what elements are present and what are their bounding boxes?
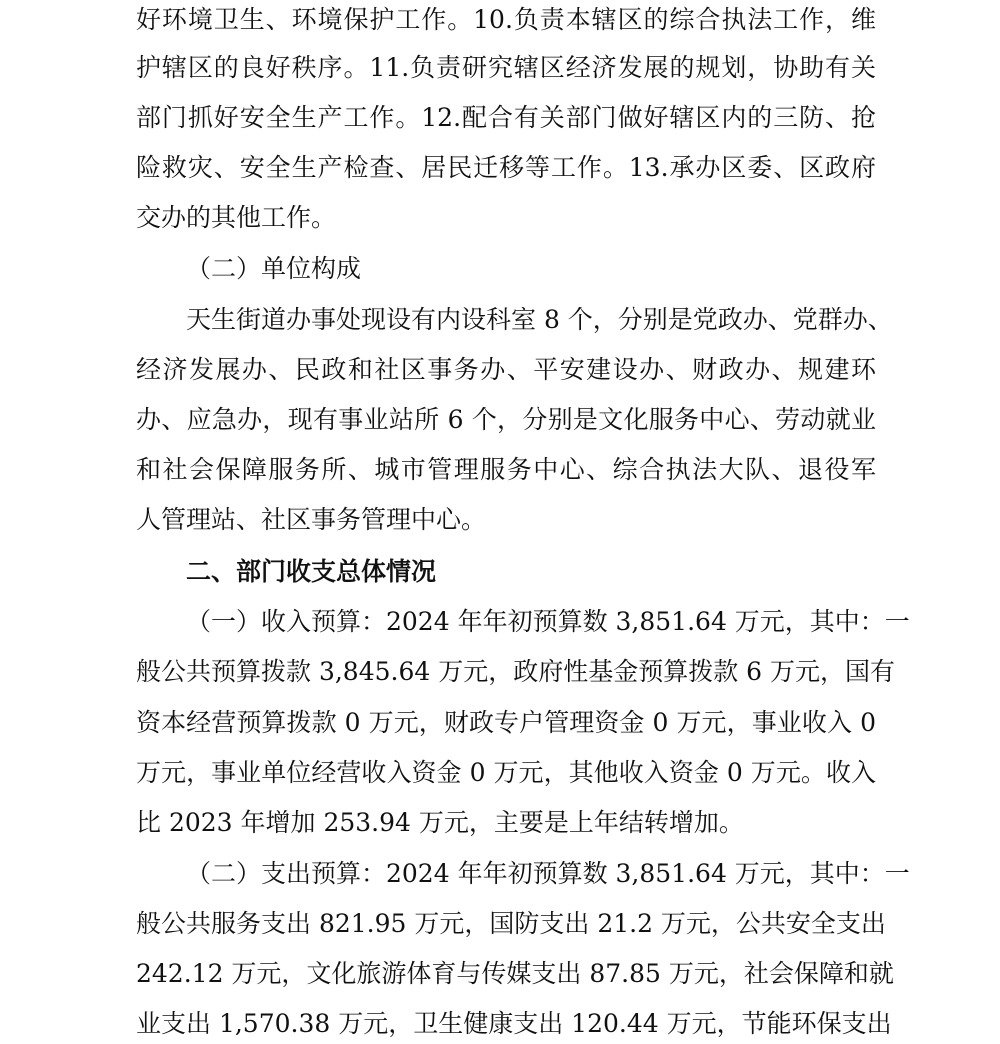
- paragraph-line: 资本经营预算拨款 0 万元，财政专户管理资金 0 万元，事业收入 0: [136, 708, 876, 737]
- section-subheading: （二）单位构成: [186, 254, 362, 283]
- paragraph-line: 天生街道办事处现设有内设科室 8 个，分别是党政办、党群办、: [186, 305, 893, 334]
- paragraph-line: 经济发展办、民政和社区事务办、平安建设办、财政办、规建环: [136, 355, 876, 384]
- paragraph-line: 交办的其他工作。: [136, 203, 337, 232]
- paragraph-line: 般公共预算拨款 3,845.64 万元，政府性基金预算拨款 6 万元，国有: [136, 657, 896, 686]
- paragraph-line: 险救灾、安全生产检查、居民迁移等工作。13.承办区委、区政府: [136, 153, 876, 182]
- paragraph-line: 部门抓好安全生产工作。12.配合有关部门做好辖区内的三防、抢: [136, 103, 876, 132]
- paragraph-line: 和社会保障服务所、城市管理服务中心、综合执法大队、退役军: [136, 455, 876, 484]
- paragraph-line: 护辖区的良好秩序。11.负责研究辖区经济发展的规划，协助有关: [136, 53, 876, 82]
- paragraph-line: 人管理站、社区事务管理中心。: [136, 505, 487, 534]
- paragraph-line: （一）收入预算：2024 年年初预算数 3,851.64 万元，其中：一: [186, 607, 910, 636]
- section-heading: 二、部门收支总体情况: [186, 557, 437, 586]
- paragraph-line: 万元，事业单位经营收入资金 0 万元，其他收入资金 0 万元。收入: [136, 758, 876, 787]
- paragraph-line: 般公共服务支出 821.95 万元，国防支出 21.2 万元，公共安全支出: [136, 909, 886, 938]
- paragraph-line: （二）支出预算：2024 年年初预算数 3,851.64 万元，其中：一: [186, 859, 910, 888]
- paragraph-line: 比 2023 年增加 253.94 万元，主要是上年结转增加。: [136, 808, 744, 837]
- paragraph-line: 242.12 万元，文化旅游体育与传媒支出 87.85 万元，社会保障和就: [136, 959, 894, 988]
- paragraph-line: 业支出 1,570.38 万元，卫生健康支出 120.44 万元，节能环保支出: [136, 1009, 892, 1038]
- paragraph-line: 好环境卫生、环境保护工作。10.负责本辖区的综合执法工作，维: [136, 5, 876, 34]
- paragraph-line: 办、应急办，现有事业站所 6 个，分别是文化服务中心、劳动就业: [136, 405, 876, 434]
